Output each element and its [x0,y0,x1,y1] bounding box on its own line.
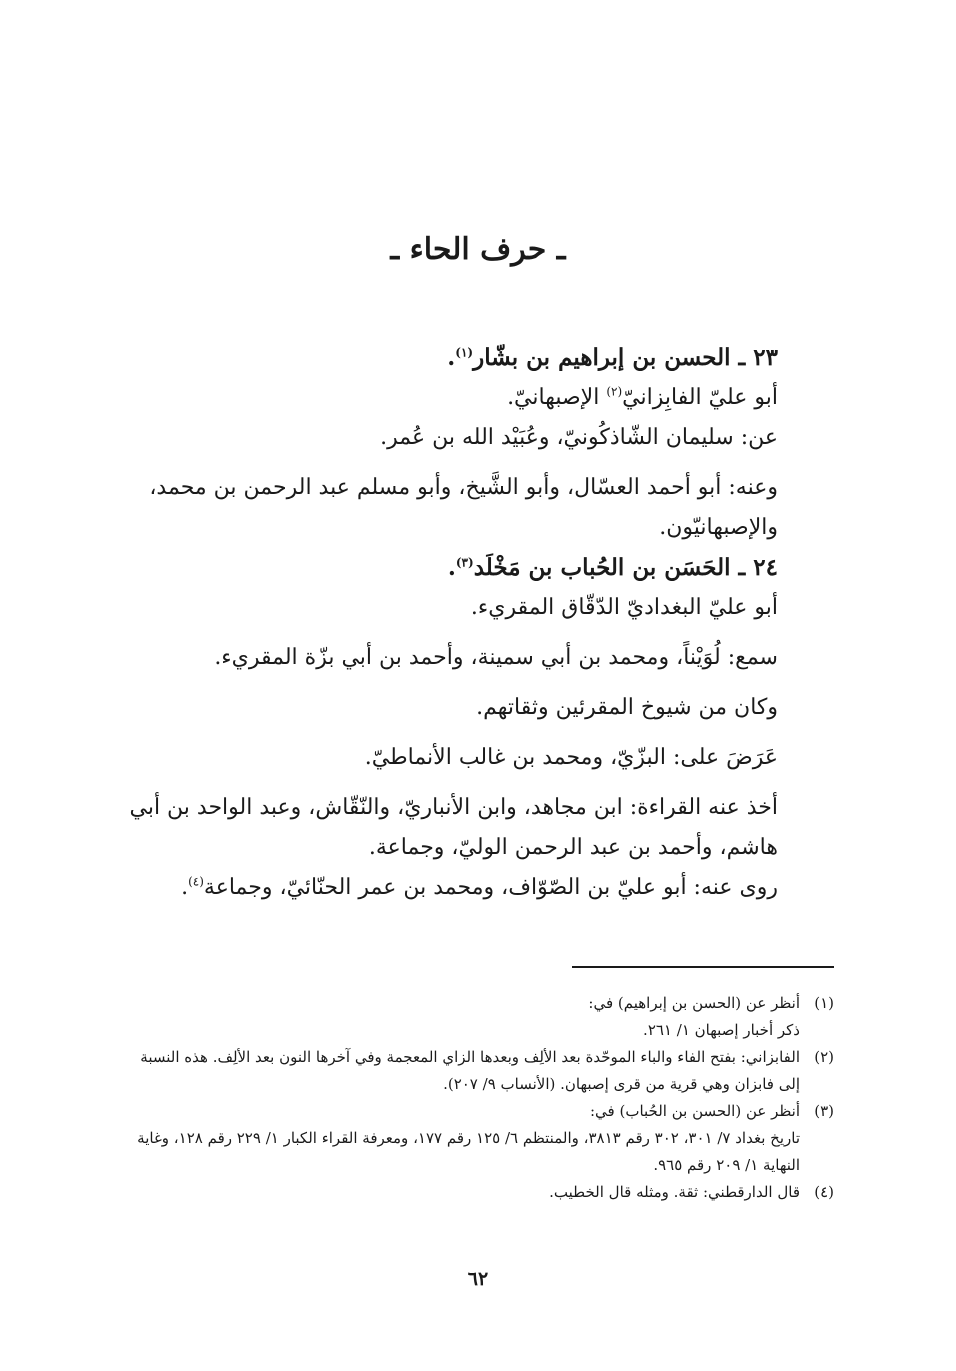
footnote-number: (١) [814,994,834,1012]
footnote-line: ذكر أخبار إصبهان ١/ ٢٦١. [643,1021,800,1039]
footnote [116,990,834,1044]
entry-line-text: أبو عليّ الفابِزانيّ [622,385,778,410]
entry-line [116,688,834,728]
entry-line-text: أخذ عنه القراءة: ابن مجاهد، وابن الأنباريّ، والنّقّاش، وعبد الواحد بن أبي هاشم، وأحمد بن عبد الرحمن الوليّ، وجماعة. [129,795,778,860]
entry-line [116,378,834,418]
footnote-number: (٣) [814,1102,834,1120]
entry-heading [116,548,834,588]
entry-line-text: عَرَضَ على: البزّيّ، ومحمد بن غالب الأنماطيّ. [364,745,778,770]
chapter-title: ـ حرف الحاء ـ [390,232,566,267]
entry-number: ٢٣ [753,344,778,371]
entry-line [116,738,834,778]
entry-line [116,588,834,628]
page-number: ٦٢ [467,1268,489,1290]
footnote-reference[interactable]: (٣) [455,555,474,570]
entry-name: ـ الحَسَن بن الحُباب بن مَخْلَد [473,554,746,581]
main-text [116,338,834,908]
entry-line-text-end: . [181,875,189,900]
footnote-line: أنظر عن (الحسن بن الحُباب) في: [589,1102,800,1120]
footnote [116,1179,834,1206]
entry-line-text: سمع: لُوَيْناً، ومحمد بن أبي سمينة، وأحمد بن أبي بزّة المقريء. [214,645,778,670]
entry-line-text: أبو عليّ البغداديّ الدّقّاق المقريء. [470,595,778,620]
entry-heading-end: . [447,554,456,581]
footnote-reference[interactable]: (١) [455,345,474,360]
footnote [116,1044,834,1098]
footnote-body [116,1179,800,1206]
entry-line [116,868,834,908]
entry-line [116,418,834,458]
entry-number: ٢٤ [753,554,778,581]
footnote-line: الفابزاني: بفتح الفاء والباء الموحّدة بعد الألِف وبعدها الزاي المعجمة وفي آخرها النون بعد الألِف. هذه النسبة إلى فابزان وهي قرية من قرى إصبهان. (الأنساب ٩/ ٢٠٧). [140,1048,800,1093]
entry-line-text: عن: سليمان الشّاذكُونيّ، وعُبَيْد الله بن عُمر. [380,425,778,450]
footnote-body [116,1098,800,1179]
footnote-line: تاريخ بغداد ٧/ ٣٠١، ٣٠٢ رقم ٣٨١٣، والمنتظم ٦/ ١٢٥ رقم ١٧٧، ومعرفة القراء الكبار ١/ ٢٢٩ رقم ١٢٨، وغاية النهاية ١/ ٢٠٩ رقم ٩٦٥. [137,1129,800,1174]
footnote-line: قال الدارقطني: ثقة. ومثله قال الخطيب. [549,1183,800,1201]
entry-line [116,638,834,678]
entry-line-text: روى عنه: أبو عليّ بن الصّوّاف، ومحمد بن عمر الحنّائيّ، وجماعة [203,875,778,900]
footnotes [116,990,834,1206]
entry-line-text-end: الإصبهانيّ. [507,385,607,410]
entry-line-text: وعنه: أبو أحمد العسّال، وأبو الشَّيخ، وأبو مسلم عبد الرحمن بن محمد، والإصبهانيّون. [149,475,778,540]
footnote-body [116,1044,800,1098]
footnote-number: (٤) [814,1183,834,1201]
entry-line-text: وكان من شيوخ المقرئين وثقاتهم. [476,695,778,720]
entry-name: ـ الحسن بن إبراهيم بن بشّار [473,344,746,371]
footnote-reference[interactable]: (٤) [188,874,204,889]
entry-heading-end: . [447,344,456,371]
entry-line [116,788,834,868]
footnote [116,1098,834,1179]
footnote-body [116,990,800,1044]
footnote-line: أنظر عن (الحسن بن إبراهيم) في: [588,994,800,1012]
footnote-reference[interactable]: (٢) [606,384,623,399]
entry-heading [116,338,834,378]
entry-line [116,468,834,548]
footnote-number: (٢) [814,1048,834,1066]
footnote-divider [572,966,834,968]
